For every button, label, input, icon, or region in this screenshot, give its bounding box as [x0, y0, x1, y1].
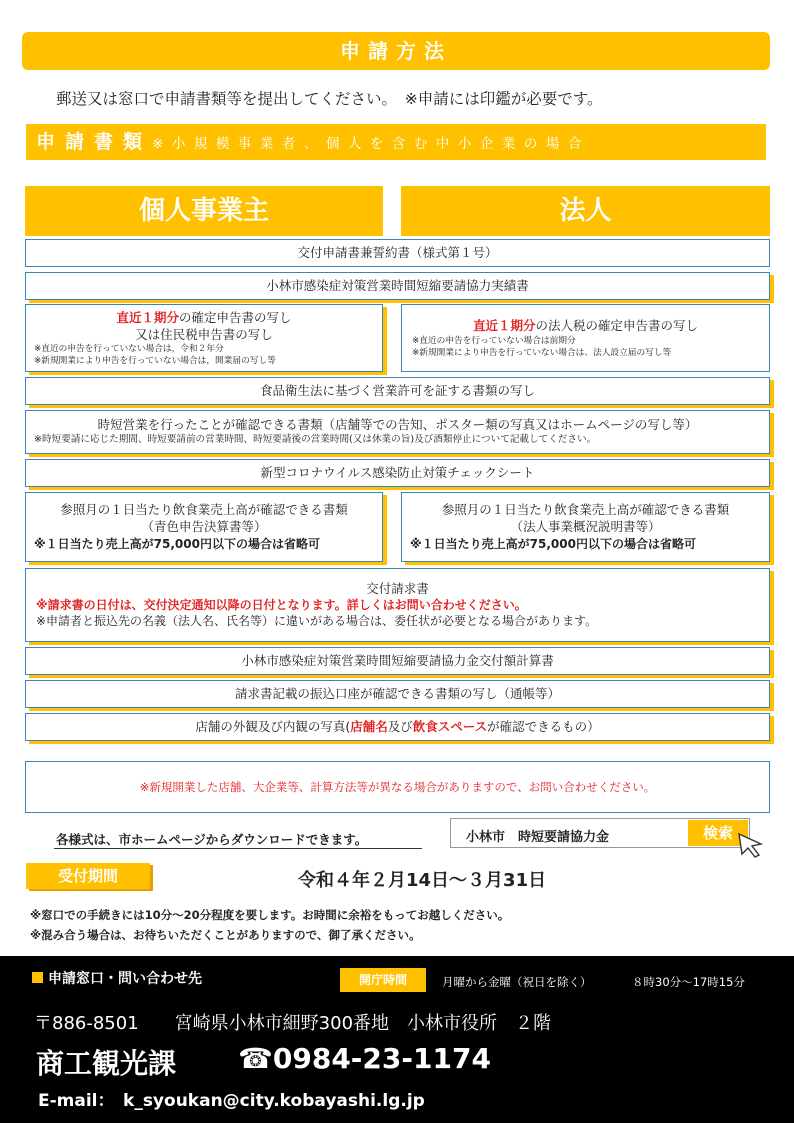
tax-individual-note1: ※直近の申告を行っていない場合は，令和２年分 [34, 344, 224, 354]
photo-dining-space: 飲食スペース [412, 719, 488, 734]
note-crowded: ※混み合う場合は、お待ちいただくことがありますので、御了承ください。 [30, 928, 421, 942]
intro-text: 郵送又は窓口で申請書類等を提出してください。 ※申請には印鑑が必要です。 [56, 90, 603, 108]
tax-corporation-emphasis: 直近１期分 [472, 318, 536, 333]
note-wait-time: ※窓口での手続きには10分～20分程度を要します。お時間に余裕をもってお越しください。 [30, 908, 510, 922]
contact-heading: 申請窓口・問い合わせ先 [48, 971, 202, 987]
download-text: 各様式は、市ホームページからダウンロードできます。 [56, 832, 368, 847]
contact-footer [0, 956, 794, 1123]
tax-individual-note2: ※新規開業により申告を行っていない場合は，開業届の写し等 [34, 356, 276, 366]
item-photo [25, 713, 770, 741]
documents-subtitle: ※小規模事業者、個人を含む中小企業の場合 [152, 136, 590, 152]
special-case-note: ※新規開業した店舗、大企業等、計算方法等が異なる場合がありますので、お問い合わせください。 [25, 761, 770, 813]
documents-banner [26, 124, 766, 160]
item-bank: 請求書記載の振込口座が確認できる書類の写し（通帳等） [25, 680, 770, 708]
claim-red-note: ※請求書の日付は、交付決定通知以降の日付となります。詳しくはお問い合わせください。 [36, 598, 527, 612]
hours-label: 開庁時間 [340, 968, 426, 992]
tax-individual-emphasis: 直近１期分 [116, 310, 179, 325]
short-hours-line1: 時短営業を行ったことが確認できる書類（店舗等での告知、ポスター類の写真又はホームページの写し等） [97, 417, 698, 432]
photo-text-1: 店舗の外観及び内観の写真( [195, 719, 351, 734]
sales-individual-line1: 参照月の１日当たり飲食業売上高が確認できる書類 [60, 502, 348, 517]
square-bullet-icon [32, 972, 43, 983]
claim-note: ※申請者と振込先の名義（法人名、氏名等）に違いがある場合は、委任状が必要となる場合があります。 [36, 614, 598, 628]
sales-corporation-note: ※１日当たり売上高が75,000円以下の場合は省略可 [410, 537, 696, 551]
department-name: 商工観光課 [36, 1047, 177, 1080]
claim-title: 交付請求書 [366, 581, 429, 596]
item-sales-individual [25, 492, 383, 562]
photo-text-2: 及び [387, 719, 413, 734]
item-pledge: 交付申請書兼誓約書（様式第１号） [25, 239, 770, 267]
photo-text-3: が確認できるもの） [487, 719, 600, 734]
item-tax-corporation [401, 304, 770, 372]
photo-shop-name: 店舗名 [350, 719, 388, 734]
section-title-banner: 申請方法 [22, 32, 770, 70]
download-underline [54, 848, 422, 849]
item-record: 小林市感染症対策営業時間短縮要請協力実績書 [25, 272, 770, 300]
tax-corporation-line1: の法人税の確定申告書の写し [535, 318, 699, 333]
tax-individual-line1: の確定申告書の写し [179, 310, 292, 325]
item-permit: 食品衛生法に基づく営業許可を証する書類の写し [25, 377, 770, 405]
sales-corporation-line1: 参照月の１日当たり飲食業売上高が確認できる書類 [441, 502, 730, 517]
hours-time: ８時30分～17時15分 [632, 975, 745, 989]
short-hours-note: ※時短要請に応じた期間、時短要請前の営業時間、時短要請後の営業時間(又は休業の旨)及び酒類停止について記載してください。 [34, 434, 597, 445]
address: 〒886-8501 宮崎県小林市細野300番地 小林市役所 ２階 [34, 1013, 552, 1034]
tax-individual-line2: 又は住民税申告書の写し [135, 327, 273, 342]
search-button[interactable]: 検索 [688, 820, 748, 846]
sales-individual-line2: （青色申告決算書等） [141, 519, 267, 534]
email-address[interactable]: E-mail： k_syoukan@city.kobayashi.lg.jp [38, 1091, 425, 1111]
hours-days: 月曜から金曜（祝日を除く） [442, 975, 592, 989]
period-value: 令和４年２月14日～３月31日 [298, 870, 547, 891]
search-query[interactable]: 小林市 時短要請協力金 [466, 830, 610, 845]
tax-corporation-note2: ※新規開業により申告を行っていない場合は、法人設立届の写し等 [412, 348, 672, 358]
item-calc: 小林市感染症対策営業時間短縮要請協力金交付額計算書 [25, 647, 770, 675]
phone-number[interactable]: ☎0984-23-1174 [238, 1042, 491, 1075]
individual-column-header: 個人事業主 [25, 186, 383, 236]
corporation-column-header: 法人 [401, 186, 770, 236]
period-label: 受付期間 [26, 863, 150, 889]
cursor-icon [737, 832, 767, 858]
item-sales-corporation [401, 492, 770, 562]
item-checksheet: 新型コロナウイルス感染防止対策チェックシート [25, 459, 770, 487]
item-tax-individual [25, 304, 383, 372]
item-short-hours [25, 410, 770, 454]
tax-corporation-note1: ※直近の申告を行っていない場合は前期分 [412, 336, 576, 346]
item-claim [25, 568, 770, 642]
documents-title: 申請書類 [36, 131, 153, 153]
sales-individual-note: ※１日当たり売上高が75,000円以下の場合は省略可 [34, 537, 320, 551]
sales-corporation-line2: （法人事業概況説明書等） [510, 519, 661, 534]
